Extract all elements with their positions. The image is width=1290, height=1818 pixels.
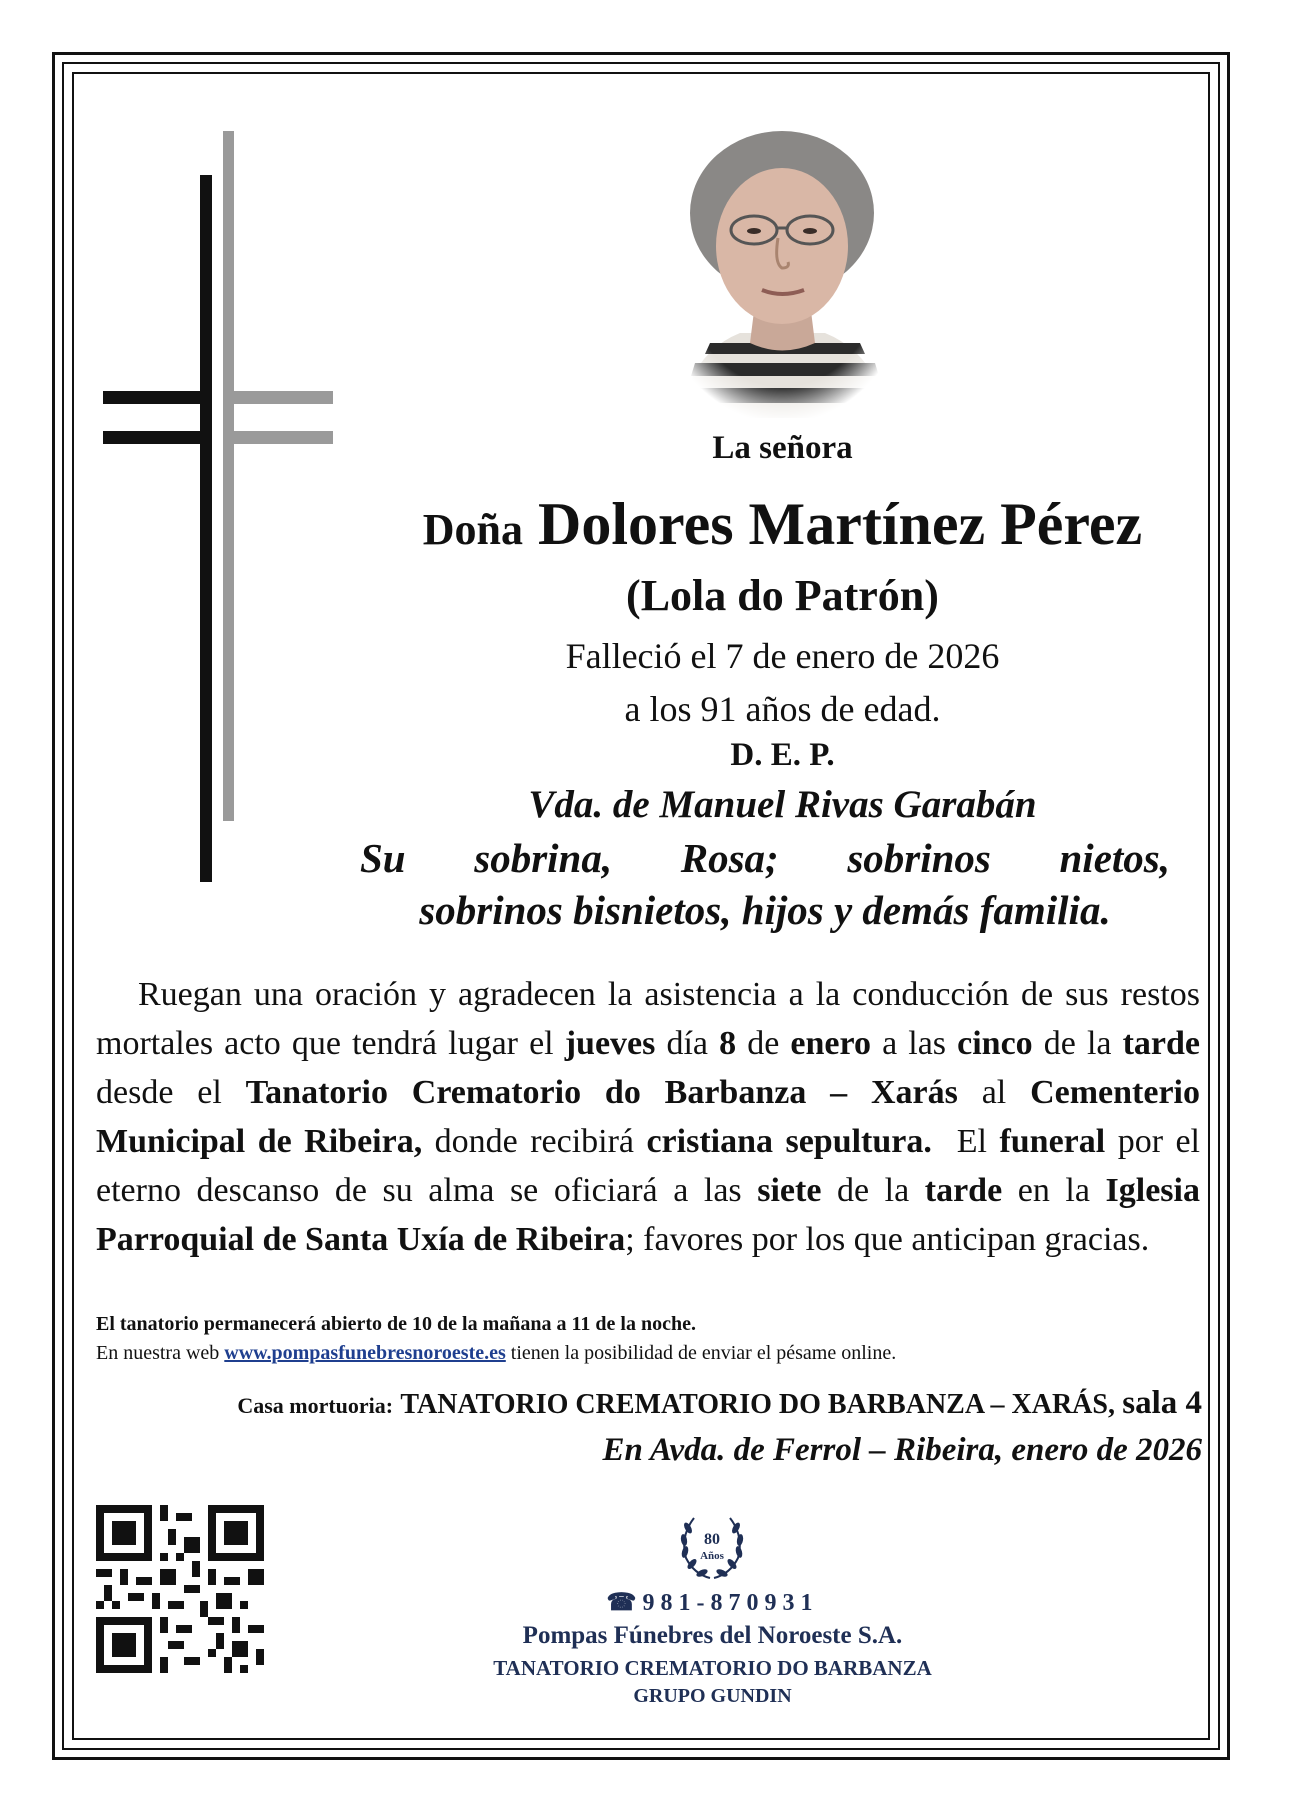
nickname: (Lola do Patrón) <box>626 571 939 620</box>
body-bold-4: cinco <box>957 1025 1033 1062</box>
phone-number: 981-870931 <box>642 1590 819 1616</box>
laurel-wreath-icon <box>672 1506 752 1586</box>
body-text-8: donde recibirá <box>422 1123 647 1160</box>
body-bold-11: tarde <box>924 1172 1003 1209</box>
deceased-name <box>355 490 1210 559</box>
qr-code-icon <box>96 1505 264 1673</box>
body-bold-3: enero <box>790 1025 871 1062</box>
body-text-5: de la <box>1032 1025 1123 1062</box>
body-bold-9: funeral <box>999 1123 1106 1160</box>
badge-text: Años <box>700 1550 724 1562</box>
ceremony-paragraph <box>96 970 1200 1264</box>
body-text-4: a las <box>870 1025 958 1062</box>
opening-hours-note: El tanatorio permanecerá abierto de 10 de la mañana a 11 de la noche. <box>96 1313 696 1335</box>
body-text-3: de <box>736 1025 791 1062</box>
company-line-2: TANATORIO CREMATORIO DO BARBANZA <box>493 1656 932 1680</box>
mortuary-label: Casa mortuoria: <box>237 1393 394 1418</box>
company-name: Pompas Fúnebres del Noroeste S.A. <box>522 1622 903 1649</box>
family-text <box>360 832 1170 936</box>
body-bold-7: Cementerio Municipal de Ribeira, <box>96 1074 1200 1160</box>
intro-text: La señora <box>712 430 853 466</box>
mortuary-room: sala 4 <box>1122 1385 1202 1421</box>
body-bold-12: Iglesia Parroquial de Santa Uxía de Ribeira <box>96 1172 1200 1258</box>
body-text-12: en la <box>1002 1172 1106 1209</box>
company-phone <box>440 1588 985 1617</box>
web-note-suffix: tienen la posibilidad de enviar el pésame online. <box>505 1342 897 1364</box>
body-text-13: ; favores por los que anticipan gracias. <box>625 1221 1150 1258</box>
body-text-2: día <box>655 1025 720 1062</box>
rip-text: D. E. P. <box>730 737 835 773</box>
website-link[interactable]: www.pompasfunebresnoroeste.es <box>224 1342 506 1364</box>
body-text-6: desde el <box>96 1074 246 1111</box>
body-text-7: al <box>957 1074 1031 1111</box>
badge-number: 80 <box>704 1531 720 1548</box>
telephone-icon: ☎ <box>606 1590 643 1616</box>
body-bold-10: siete <box>757 1172 822 1209</box>
body-bold-5: tarde <box>1122 1025 1201 1062</box>
body-text-10: por el eterno descanso de su alma se oficiará a las <box>96 1123 1200 1209</box>
company-line-3: GRUPO GUNDIN <box>633 1685 792 1707</box>
age-text: a los 91 años de edad. <box>624 689 941 729</box>
body-bold-2: 8 <box>719 1025 737 1062</box>
body-bold-8: cristiana sepultura. <box>646 1123 932 1160</box>
mortuary-place: TANATORIO CREMATORIO DO BARBANZA – XARÁS, <box>400 1389 1115 1420</box>
family-line-1: Su sobrina, Rosa; sobrinos nietos, <box>360 835 1170 881</box>
widow-line: Vda. de Manuel Rivas Garabán <box>528 783 1037 826</box>
portrait-photo <box>660 118 905 423</box>
full-name: Dolores Martínez Pérez <box>538 491 1143 557</box>
body-text-11: de la <box>821 1172 925 1209</box>
death-date: Falleció el 7 de enero de 2026 <box>565 636 1000 676</box>
web-note <box>96 1342 896 1365</box>
body-text-1: Ruegan una oración y agradecen la asistencia a la conducción de sus restos mortales acto que tendrá lugar el <box>96 976 1200 1062</box>
body-bold-1: jueves <box>564 1025 656 1062</box>
web-note-prefix: En nuestra web <box>96 1342 225 1364</box>
name-prefix: Doña <box>422 505 524 554</box>
mortuary-line <box>237 1385 1202 1422</box>
body-bold-6: Tanatorio Crematorio do Barbanza – Xarás <box>245 1074 958 1111</box>
location-date: En Avda. de Ferrol – Ribeira, enero de 2026 <box>602 1432 1202 1468</box>
family-line-2: sobrinos bisnietos, hijos y demás familia. <box>419 887 1111 933</box>
body-text-9: El <box>931 1123 1000 1160</box>
